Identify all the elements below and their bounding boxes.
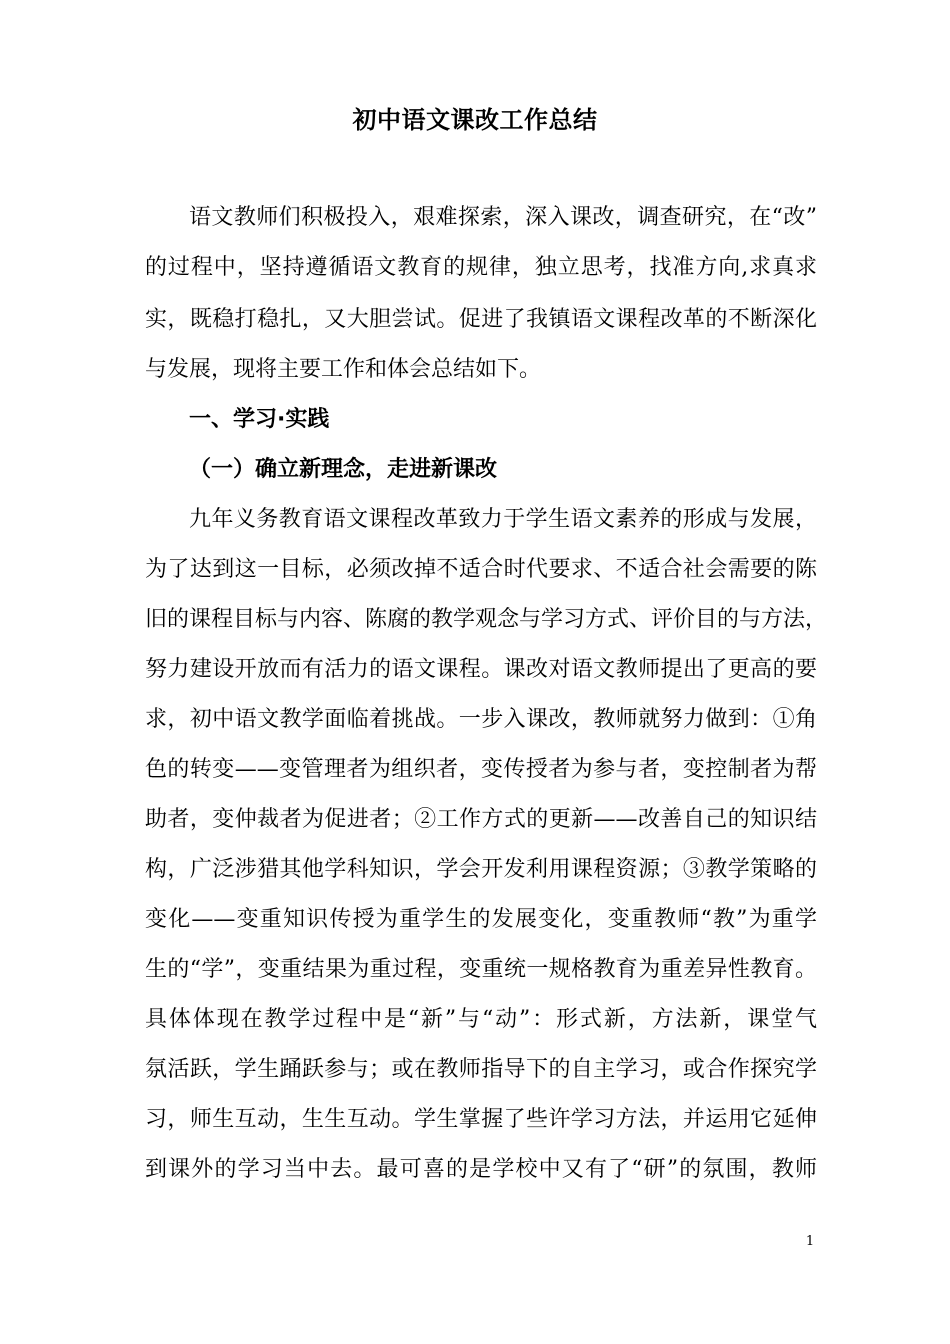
body-line: 色的转变——变管理者为组织者，变传授者为参与者，变控制者为帮: [145, 757, 817, 782]
body-line: 助者，变仲裁者为促进者；②工作方式的更新——改善自己的知识结: [145, 807, 817, 832]
body-line: 生的“学”，变重结果为重过程，变重统一规格教育为重差异性教育。: [145, 957, 817, 982]
body-line: 构，广泛涉猎其他学科知识，学会开发利用课程资源；③教学策略的: [145, 857, 817, 882]
body-line: 旧的课程目标与内容、陈腐的教学观念与学习方式、评价目的与方法，: [145, 607, 828, 632]
subsection-heading: （一）确立新理念，走进新课改: [189, 457, 498, 482]
intro-line: 的过程中，坚持遵循语文教育的规律，独立思考，找准方向,求真求: [145, 255, 817, 280]
section-heading: 一、学习·实践: [189, 407, 330, 432]
body-line: 九年义务教育语文课程改革致力于学生语文素养的形成与发展，: [189, 507, 817, 532]
body-line: 氛活跃，学生踊跃参与；或在教师指导下的自主学习，或合作探究学: [145, 1057, 817, 1082]
body-line: 为了达到这一目标，必须改掉不适合时代要求、不适合社会需要的陈: [145, 557, 817, 582]
intro-line: 实，既稳打稳扎，又大胆尝试。促进了我镇语文课程改革的不断深化: [145, 307, 817, 332]
body-line: 具体体现在教学过程中是“新”与“动”：形式新，方法新，课堂气: [145, 1007, 817, 1032]
intro-line: 语文教师们积极投入，艰难探索，深入课改，调查研究，在“改”: [189, 205, 817, 230]
body-line: 求，初中语文教学面临着挑战。一步入课改，教师就努力做到：①角: [145, 707, 817, 732]
body-line: 努力建设开放而有活力的语文课程。课改对语文教师提出了更高的要: [145, 657, 817, 682]
body-line: 习，师生互动，生生互动。学生掌握了些许学习方法，并运用它延伸: [145, 1107, 817, 1132]
body-line: 变化——变重知识传授为重学生的发展变化，变重教师“教”为重学: [145, 907, 817, 932]
page-number: 1: [805, 1234, 815, 1249]
intro-line: 与发展，现将主要工作和体会总结如下。: [145, 357, 542, 382]
body-line: 到课外的学习当中去。最可喜的是学校中又有了“研”的氛围，教师: [145, 1157, 817, 1182]
document-title: 初中语文课改工作总结: [352, 106, 598, 134]
